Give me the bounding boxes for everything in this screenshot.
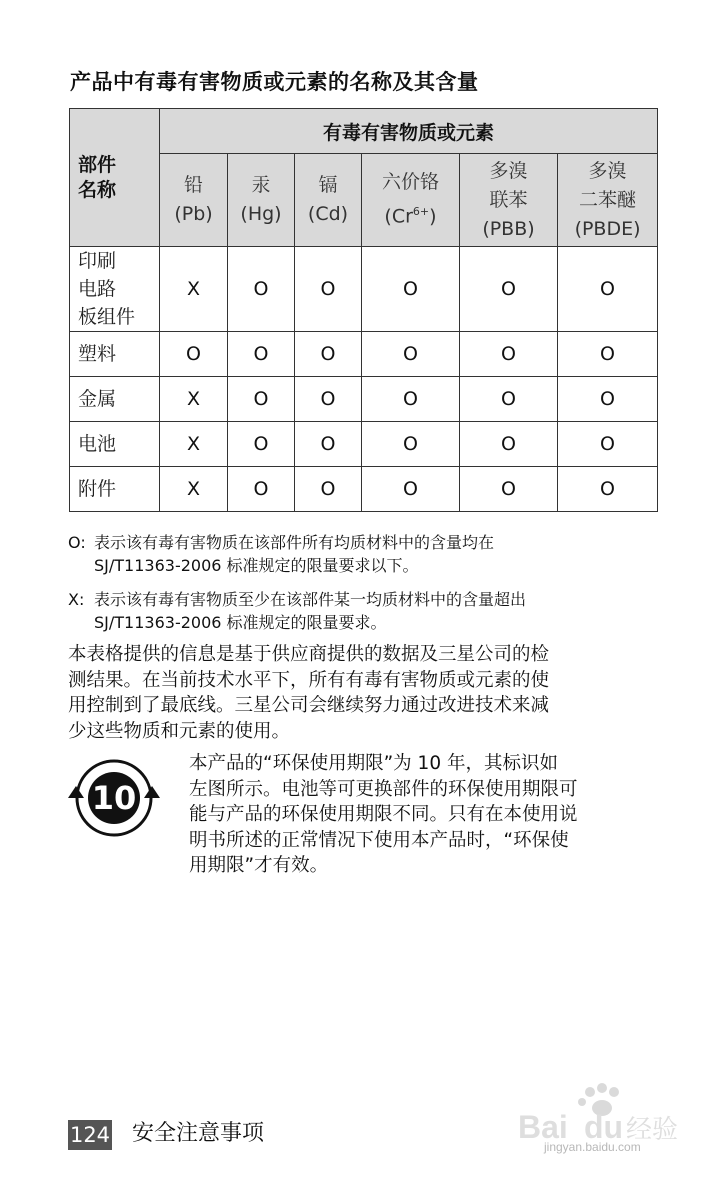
table-cell: O: [460, 377, 558, 422]
section-title: 安全注意事项: [132, 1121, 265, 1146]
watermark-brand2: du: [584, 1109, 624, 1145]
page-title: 产品中有毒有害物质或元素的名称及其含量: [70, 70, 479, 94]
table-cell: O: [362, 247, 460, 332]
note-o: O: 表示该有毒有害物质在该部件所有均质材料中的含量均在 SJ/T11363-2006 标准规定的限量要求以下。: [68, 533, 495, 575]
table-cell: O: [160, 332, 228, 377]
table-cell: O: [460, 332, 558, 377]
table-cell: O: [295, 467, 362, 512]
table-row: [70, 467, 658, 512]
table-cell: O: [362, 467, 460, 512]
table-cell: O: [460, 467, 558, 512]
table-cell: O: [460, 247, 558, 332]
row-label: 金属: [70, 377, 160, 422]
table-cell: O: [558, 332, 658, 377]
row-label: 附件: [70, 467, 160, 512]
table-cell: O: [228, 377, 295, 422]
table-cell: O: [295, 422, 362, 467]
table-cell: O: [558, 422, 658, 467]
table-cell: O: [362, 332, 460, 377]
epup-paragraph: 本产品的“环保使用期限”为 10 年，其标识如 左图所示。电池等可更换部件的环保使用期限可 能与产品的环保使用期限不同。只有在本使用说 明书所述的正常情况下使用本产品时，“环保使 用期限”才有效。: [189, 753, 578, 876]
table-cell: O: [228, 247, 295, 332]
table-row: [70, 247, 658, 332]
table-cell: O: [228, 422, 295, 467]
row-label: 印刷 电路 板组件: [70, 247, 160, 332]
substance-header-pbb: 多溴 联苯 (PBB): [460, 154, 558, 247]
table-cell: O: [558, 377, 658, 422]
table-cell: O: [460, 422, 558, 467]
page-number: 124: [68, 1120, 112, 1150]
table-cell: O: [295, 247, 362, 332]
row-label: 电池: [70, 422, 160, 467]
table-cell: O: [558, 247, 658, 332]
table-row: [70, 377, 658, 422]
table-row: [70, 422, 658, 467]
table-cell: O: [362, 377, 460, 422]
row-label: 塑料: [70, 332, 160, 377]
epup-10-year-logo-icon: [66, 752, 162, 842]
table-cell: O: [295, 332, 362, 377]
table-row: [70, 332, 658, 377]
note-x: X: 表示该有毒有害物质至少在该部件某一均质材料中的含量超出 SJ/T11363-2006 标准规定的限量要求。: [68, 590, 527, 632]
table-cell: O: [228, 332, 295, 377]
substances-group-header: 有毒有害物质或元素: [160, 109, 658, 154]
logo-number: 10: [91, 779, 137, 817]
watermark-url: jingyan.baidu.com: [544, 1140, 641, 1154]
hazardous-substances-table: [69, 108, 658, 512]
table-cell: O: [558, 467, 658, 512]
part-name-header: 部件 名称: [70, 109, 160, 247]
table-cell: X: [160, 422, 228, 467]
table-cell: O: [362, 422, 460, 467]
table-cell: X: [160, 467, 228, 512]
table-cell: O: [228, 467, 295, 512]
substance-header-cr6: 六价铬 $(Cr^{6+})$: [362, 154, 460, 247]
substance-header-pb: 铅 (Pb): [160, 154, 228, 247]
table-cell: X: [160, 247, 228, 332]
table-cell: X: [160, 377, 228, 422]
substance-header-cd: 镉 (Cd): [295, 154, 362, 247]
watermark-brand: Bai: [518, 1109, 568, 1145]
table-cell: O: [295, 377, 362, 422]
substance-header-pbde: 多溴 二苯醚 (PBDE): [558, 154, 658, 247]
watermark-cn: 经验: [626, 1115, 679, 1145]
substance-header-hg: 汞 (Hg): [228, 154, 295, 247]
info-paragraph: 本表格提供的信息是基于供应商提供的数据及三星公司的检 测结果。在当前技术水平下，所有有毒有害物质或元素的使 用控制到了最底线。三星公司会继续努力通过改进技术来减 少这些物质和元素的使用。: [68, 644, 550, 742]
